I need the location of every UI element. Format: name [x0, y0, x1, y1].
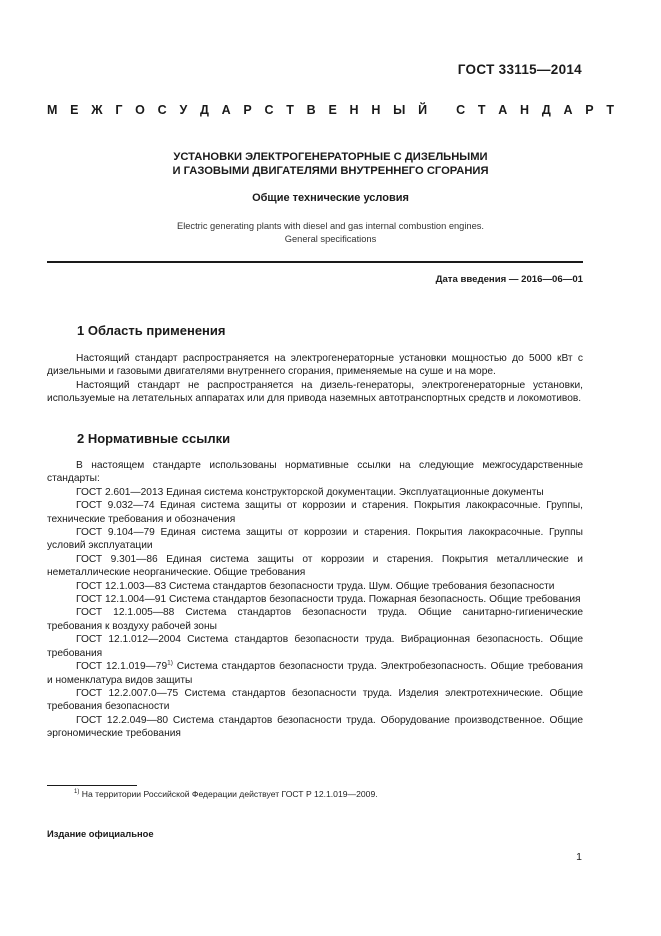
- document-number: ГОСТ 33115—2014: [457, 62, 582, 77]
- banner-letter: С: [456, 103, 466, 117]
- title-line-2: И ГАЗОВЫМИ ДВИГАТЕЛЯМИ ВНУТРЕННЕГО СГОРАНИЯ: [172, 165, 489, 177]
- reference-text: Система стандартов безопасности труда. Электробезопасность. Общие требования и номенклатура видов защиты: [47, 661, 583, 686]
- banner-letter: Н: [371, 103, 381, 117]
- banner-letter: Р: [243, 103, 252, 117]
- banner-letter: Ы: [393, 103, 406, 117]
- banner-letter: Т: [286, 103, 294, 117]
- banner-letter: С: [264, 103, 274, 117]
- banner-letter: Д: [541, 103, 551, 117]
- banner-letter: Н: [520, 103, 530, 117]
- banner-letter: О: [135, 103, 145, 117]
- banner-letter: Й: [418, 103, 428, 117]
- banner-letter: В: [306, 103, 316, 117]
- section-2-body: [47, 459, 583, 741]
- footnote-text: На территории Российской Федерации действует ГОСТ Р 12.1.019—2009.: [79, 789, 378, 799]
- reference-item-with-footnote: [47, 660, 583, 687]
- reference-item: ГОСТ 2.601—2013 Единая система конструкторской документации. Эксплуатационные документы: [76, 486, 544, 498]
- banner-letter: Е: [70, 103, 79, 117]
- document-title: [47, 150, 614, 178]
- reference-item: ГОСТ 12.2.049—80 Система стандартов безопасности труда. Оборудование производственное. Общие эргономические требования: [47, 714, 583, 740]
- banner-letter: [440, 103, 443, 117]
- reference-item: ГОСТ 9.032—74 Единая система защиты от коррозии и старения. Покрытия лакокрасочные. Группы, технические требования и обозначения: [47, 500, 583, 525]
- reference-item: ГОСТ 9.104—79 Единая система защиты от коррозии и старения. Покрытия лакокрасочные. Группы условий эксплуатации: [47, 527, 583, 552]
- section-1-paragraph: Настоящий стандарт распространяется на электрогенераторные установки мощностью до 5000 кВт с дизельными и газовыми двигателями внутреннего сгорания, применяемые на суше и на море.: [47, 353, 583, 378]
- banner-letter: Т: [477, 103, 486, 117]
- reference-item: ГОСТ 12.1.003—83 Система стандартов безопасности труда. Шум. Общие требования безопасности: [76, 580, 555, 592]
- banner-letter: М: [47, 103, 58, 117]
- banner-letter: Ж: [91, 103, 103, 117]
- banner-letter: А: [498, 103, 508, 117]
- section-1-body: [47, 352, 583, 406]
- footnote-marker[interactable]: 1): [167, 659, 173, 667]
- title-line-1: УСТАНОВКИ ЭЛЕКТРОГЕНЕРАТОРНЫЕ С ДИЗЕЛЬНЫМИ: [173, 151, 488, 163]
- reference-item: ГОСТ 12.1.004—91 Система стандартов безопасности труда. Пожарная безопасность. Общие требования: [76, 594, 581, 606]
- section-1-heading: 1 Область применения: [77, 323, 226, 338]
- section-2-intro: В настоящем стандарте использованы нормативные ссылки на следующие межгосударственные стандарты:: [47, 460, 583, 485]
- banner-letter: А: [563, 103, 573, 117]
- banner-letter: Д: [199, 103, 209, 117]
- standard-banner: [47, 103, 614, 117]
- banner-letter: С: [157, 103, 167, 117]
- banner-letter: Р: [585, 103, 594, 117]
- banner-letter: Е: [328, 103, 337, 117]
- english-title-line-2: General specifications: [284, 234, 377, 244]
- document-subtitle: Общие технические условия: [252, 192, 409, 204]
- english-title-line-1: Electric generating plants with diesel and gas internal combustion engines.: [177, 221, 484, 231]
- introduction-date: Дата введения — 2016—06—01: [435, 274, 583, 285]
- banner-letter: А: [221, 103, 231, 117]
- banner-letter: Н: [349, 103, 359, 117]
- footnote-divider: [47, 785, 137, 786]
- banner-letter: Г: [115, 103, 123, 117]
- section-1-paragraph: Настоящий стандарт не распространяется на дизель-генераторы, электрогенераторные установки, используемые на летательных аппаратах или для привода наземных автотранспортных средств и локомотивов.: [47, 379, 583, 405]
- section-2-heading: 2 Нормативные ссылки: [77, 431, 231, 446]
- footnote-mark: 1): [74, 789, 80, 796]
- footnote: [74, 789, 378, 799]
- reference-code: ГОСТ 12.1.019—79: [76, 661, 168, 673]
- english-title: [47, 220, 614, 246]
- reference-item: ГОСТ 12.2.007.0—75 Система стандартов безопасности труда. Изделия электротехнические. Общие требования безопасности: [47, 687, 583, 713]
- official-edition-label: Издание официальное: [47, 828, 154, 839]
- reference-item: ГОСТ 12.1.005—88 Система стандартов безопасности труда. Общие санитарно-гигиенические требования к воздуху рабочей зоны: [47, 607, 583, 632]
- banner-letter: У: [179, 103, 188, 117]
- reference-item: ГОСТ 9.301—86 Единая система защиты от коррозии и старения. Покрытия металлические и неметаллические неорганические. Общие требования: [47, 553, 583, 579]
- reference-item: ГОСТ 12.1.012—2004 Система стандартов безопасности труда. Вибрационная безопасность. Общие требования: [47, 634, 583, 659]
- header-divider: [47, 261, 583, 263]
- banner-letter: Т: [606, 103, 614, 117]
- page-number: 1: [576, 851, 582, 863]
